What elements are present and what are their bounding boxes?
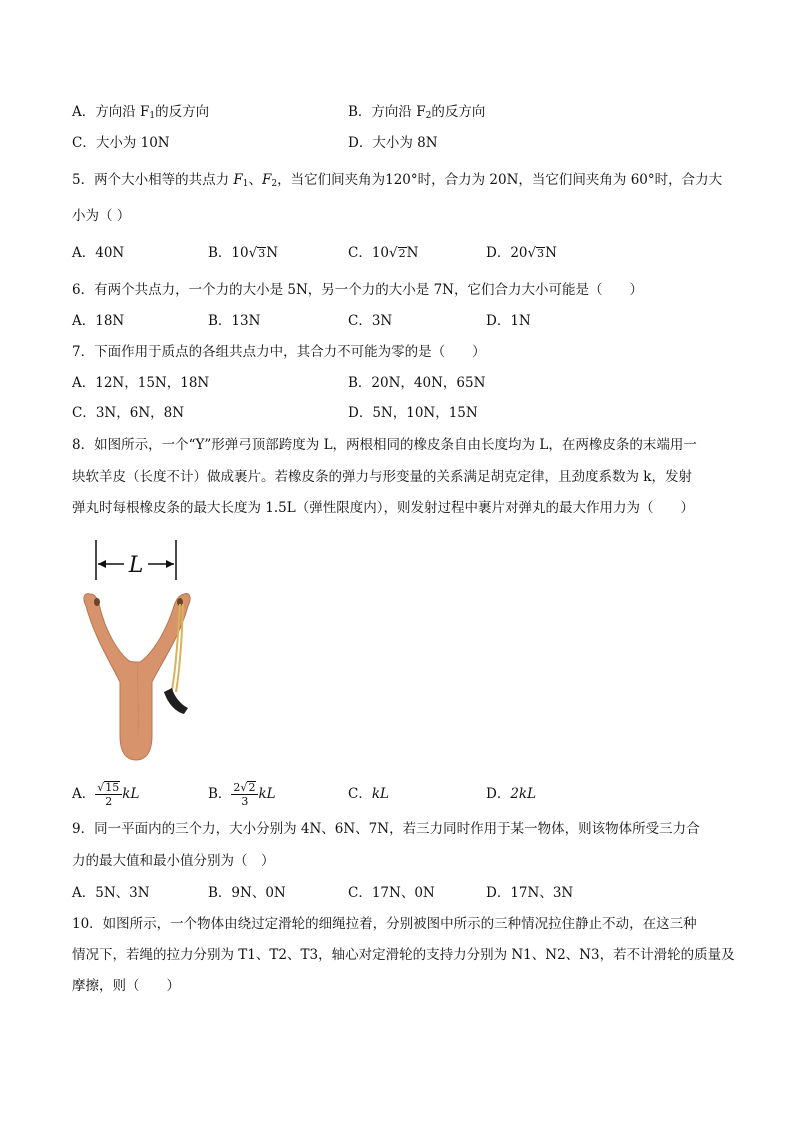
q5-option-b: B．10√3N (208, 245, 279, 261)
q6-option-d: D．1N (486, 313, 531, 329)
slingshot-figure (80, 536, 200, 766)
q6-option-b: B．13N (208, 313, 261, 329)
q4-option-c: C．大小为 10N (72, 135, 170, 151)
q8-stem-line2: 块软羊皮（长度不计）做成裹片。若橡皮条的弹力与形变量的关系满足胡克定律，且劲度系数为 k，发射 (72, 469, 692, 485)
q7-option-d: D．5N，10N，15N (348, 405, 478, 421)
q5-option-a: A．40N (72, 245, 125, 261)
q5-stem: 5．两个大小相等的共点力 $F_1$、$F_2$，当它们间夹角为120°时，合力为 20N，当它们间夹角为 60°时，合力大 (72, 172, 723, 189)
q4-option-d: D．大小为 8N (348, 135, 438, 151)
q6-option-a: A．18N (72, 313, 125, 329)
q9-stem-line2: 力的最大值和最小值分别为（ ） (72, 853, 275, 869)
q8-option-b: B． $\frac{2√2}{3}$ kL (208, 781, 276, 808)
figure-label-L: L (128, 553, 144, 578)
q10-stem-line1: 10．如图所示，一个物体由绕过定滑轮的细绳拉着，分别被图中所示的三种情况拉住静止不动，在这三种 (72, 916, 697, 932)
q4-option-a: A．方向沿 $F_1$的反方向 (72, 104, 210, 121)
q5-option-d: D．20√3N (486, 245, 557, 261)
q8-option-c: C．kL (348, 786, 389, 802)
q10-stem-line3: 摩擦，则（ ） (72, 978, 180, 994)
q6-option-c: C．3N (348, 313, 393, 329)
q5-stem-line2: 小为（ ） (72, 208, 131, 224)
q8-stem-line3: 弹丸时每根橡皮条的最大长度为 1.5L（弹性限度内），则发射过程中裹片对弹丸的最大作用力为（ ） (72, 500, 694, 516)
q9-stem-line1: 9．同一平面内的三个力，大小分别为 4N、6N、7N，若三力同时作用于某一物体，则该物体所受三力合 (72, 821, 700, 837)
q5-option-c: C．10√2N (348, 245, 419, 261)
q9-option-c: C．17N、0N (348, 885, 435, 901)
q10-stem-line2: 情况下，若绳的拉力分别为 T1、T2、T3，轴心对定滑轮的支持力分别为 N1、N2、N3，若不计滑轮的质量及 (72, 947, 735, 963)
q7-option-c: C．3N，6N，8N (72, 405, 185, 421)
q8-stem-line1: 8．如图所示，一个“Y”形弹弓顶部跨度为 L，两根相同的橡皮条自由长度均为 L，在两橡皮条的末端用一 (72, 437, 697, 453)
q9-option-a: A．5N、3N (72, 885, 150, 901)
q9-option-d: D．17N、3N (486, 885, 574, 901)
q7-option-a: A．12N，15N，18N (72, 375, 210, 391)
q7-stem: 7．下面作用于质点的各组共点力中，其合力不可能为零的是（ ） (72, 344, 486, 360)
q8-option-a: A． $\frac{√15}{2}$ kL (72, 781, 140, 808)
q6-stem: 6．有两个共点力，一个力的大小是 5N，另一个力的大小是 7N，它们合力大小可能是（ ） (72, 282, 643, 298)
q9-option-b: B．9N、0N (208, 885, 286, 901)
q7-option-b: B．20N，40N，65N (348, 375, 486, 391)
q4-option-b: B．方向沿 $F_2$的反方向 (348, 104, 486, 121)
q8-option-d: D．2kL (486, 786, 537, 802)
